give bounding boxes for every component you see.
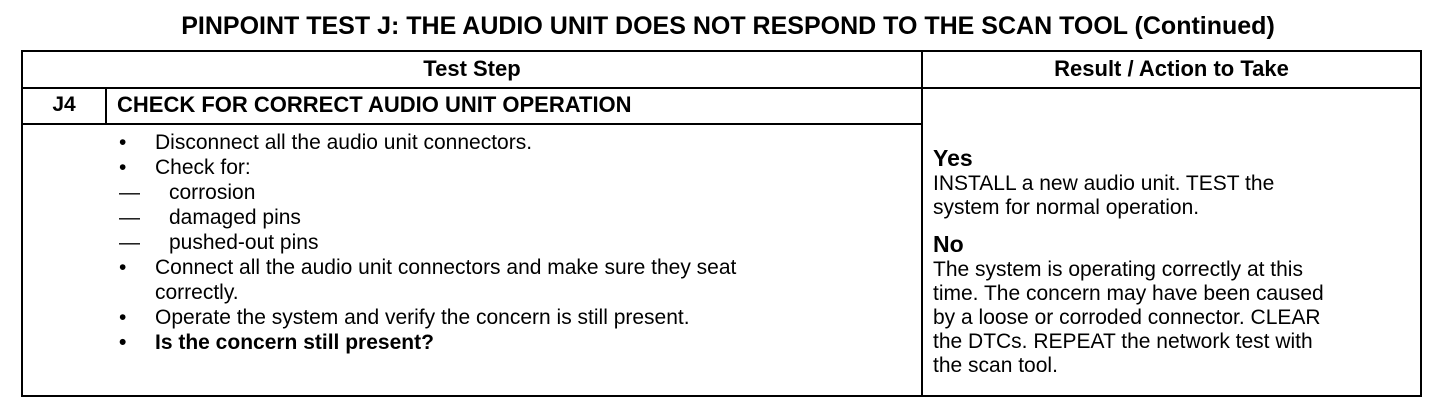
sub-list-item — [119, 205, 736, 230]
instruction-text: Connect all the audio unit connectors and make sure they seat — [155, 256, 737, 279]
question-text: Is the concern still present? — [155, 331, 434, 354]
list-item — [119, 255, 736, 280]
instruction-text: Operate the system and verify the concern is still present. — [155, 306, 690, 329]
result-yes-label: Yes — [933, 145, 973, 171]
step-title: CHECK FOR CORRECT AUDIO UNIT OPERATION — [117, 92, 632, 117]
instruction-text: pushed-out pins — [169, 231, 319, 254]
bullet-icon: • — [119, 256, 127, 279]
result-line: system for normal operation. — [933, 196, 1200, 219]
sub-list-item — [119, 180, 736, 205]
result-line: the scan tool. — [933, 354, 1058, 377]
list-item — [119, 155, 736, 180]
instruction-text: corrosion — [169, 181, 256, 204]
bullet-icon: • — [119, 331, 127, 354]
result-line: the DTCs. REPEAT the network test with — [933, 330, 1313, 353]
step-id: J4 — [52, 93, 76, 116]
dash-icon: — — [119, 231, 140, 254]
sub-list-item — [119, 230, 736, 255]
dash-icon: — — [119, 206, 140, 229]
result-block — [933, 144, 1413, 378]
list-item — [119, 130, 736, 155]
dash-icon: — — [119, 181, 140, 204]
instruction-text: Check for: — [155, 156, 251, 179]
list-item-question — [119, 330, 736, 355]
instruction-text: Disconnect all the audio unit connectors. — [155, 131, 533, 154]
column-divider — [921, 52, 923, 395]
list-item-continuation — [119, 280, 736, 305]
result-line: time. The concern may have been caused — [933, 282, 1324, 305]
bullet-icon: • — [119, 306, 127, 329]
instruction-text: damaged pins — [169, 206, 301, 229]
step-instructions — [119, 130, 736, 355]
result-line: INSTALL a new audio unit. TEST the — [933, 172, 1275, 195]
list-item — [119, 305, 736, 330]
result-yes-text — [933, 172, 1413, 220]
result-line: The system is operating correctly at this — [933, 258, 1303, 281]
step-id-divider — [105, 89, 107, 123]
result-line: by a loose or corroded connector. CLEAR — [933, 306, 1321, 329]
header-test-step: Test Step — [423, 56, 521, 81]
page-title: PINPOINT TEST J: THE AUDIO UNIT DOES NOT RESPOND TO THE SCAN TOOL (Continued) — [181, 12, 1275, 40]
pinpoint-test-table — [21, 50, 1422, 397]
bullet-icon: • — [119, 156, 127, 179]
bullet-icon: • — [119, 131, 127, 154]
result-no-label: No — [933, 231, 964, 257]
header-divider — [23, 87, 1420, 89]
result-no-text — [933, 258, 1413, 378]
instruction-text: correctly. — [155, 281, 239, 304]
step-title-divider — [23, 123, 921, 125]
header-result-action: Result / Action to Take — [1054, 56, 1289, 81]
